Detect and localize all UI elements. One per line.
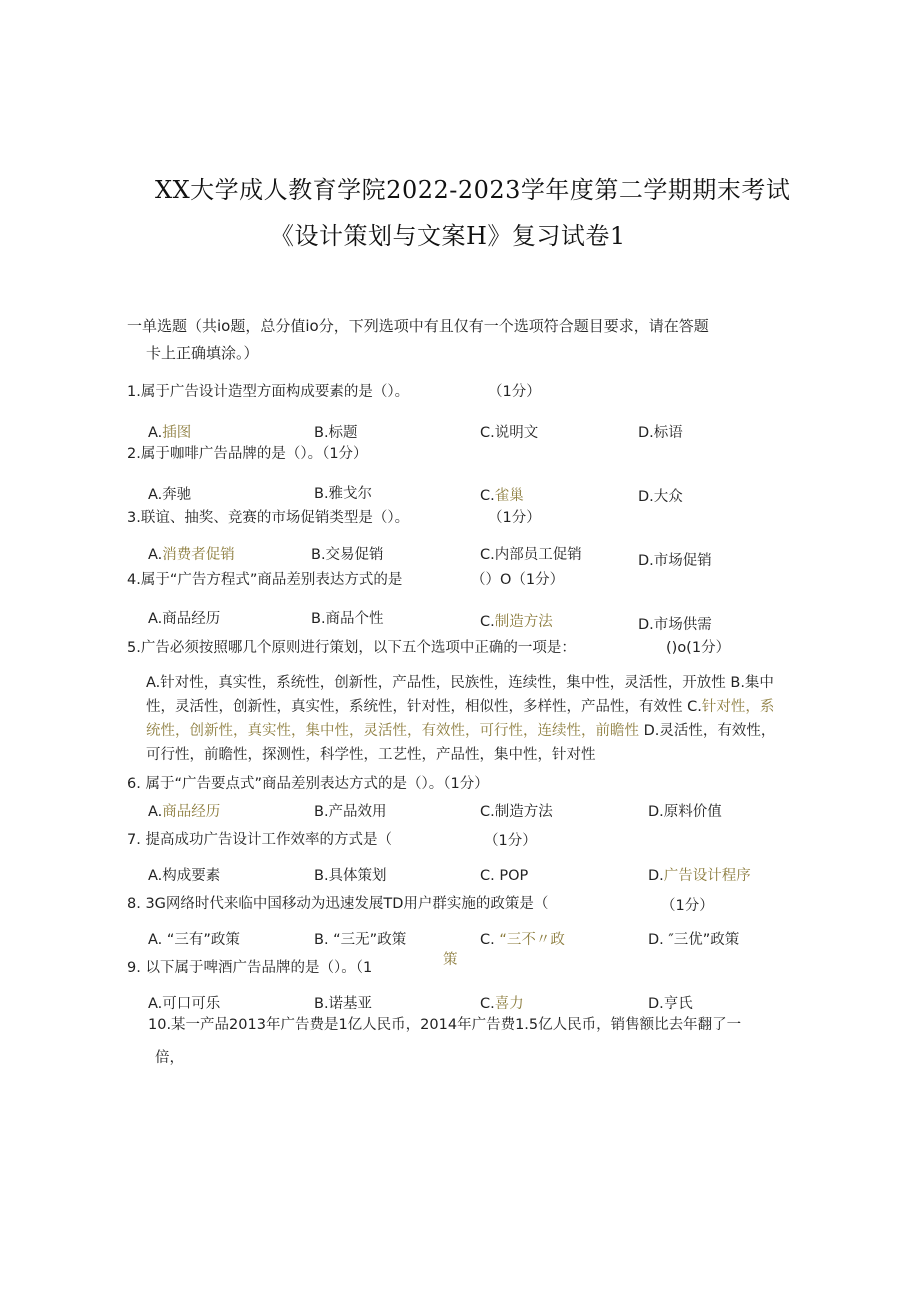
q2-option-b[interactable]: B.雅戈尔 <box>314 486 373 502</box>
q5-options-line2 <box>146 695 814 719</box>
q6-option-a-letter: A. <box>148 804 163 820</box>
q7-option-d[interactable] <box>648 866 751 886</box>
q10-stem-line2: 倍， <box>155 1050 184 1066</box>
q9-option-c[interactable] <box>480 994 524 1014</box>
q5-options-line1: A.针对性，真实性，系统性，创新性，产品性，民族性，连续性，集中性，灵活性，开放性 B.集中 <box>146 675 774 691</box>
q4-option-a[interactable]: A.商品经历 <box>148 611 221 627</box>
q4-stem: 4.属于“广告方程式”商品差别表达方式的是 <box>127 572 403 588</box>
q2-option-c[interactable] <box>480 486 524 506</box>
q7-option-d-letter: D. <box>648 868 664 884</box>
q5-options[interactable] <box>146 671 814 767</box>
q1-option-a[interactable] <box>148 423 191 443</box>
q8-answer: “三不〃政 <box>499 932 565 948</box>
q7-stem: 7. 提高成功广告设计工作效率的方式是（ <box>127 832 392 848</box>
q1-option-d[interactable]: D.标语 <box>638 425 683 441</box>
q9-answer: 喜力 <box>494 996 524 1012</box>
q7-option-c[interactable]: C. POP <box>480 868 529 884</box>
q6-option-a[interactable] <box>148 802 220 822</box>
q3-stem: 3.联谊、抽奖、竞赛的市场促销类型是（）。 <box>127 510 410 526</box>
q6-option-d[interactable]: D.原料价值 <box>648 804 722 820</box>
q2-option-a[interactable]: A.奔驰 <box>148 487 192 503</box>
q1-option-b[interactable]: B.标题 <box>314 425 358 441</box>
q4-option-b[interactable]: B.商品个性 <box>311 611 384 627</box>
q1-answer: 插图 <box>162 425 192 441</box>
q8-option-d[interactable]: D. ″三优”政策 <box>648 932 740 948</box>
q4-option-c[interactable] <box>480 612 553 632</box>
exam-subtitle: 《设计策划与文案H》复习试卷1 <box>270 222 626 250</box>
q8-option-b[interactable]: B. “三无”政策 <box>314 932 407 948</box>
q3-answer: 消费者促销 <box>162 547 235 563</box>
q8-option-a[interactable]: A. “三有”政策 <box>148 932 240 948</box>
q6-answer: 商品经历 <box>162 804 221 820</box>
q8-option-c[interactable] <box>480 930 565 950</box>
q6-option-b[interactable]: B.产品效用 <box>314 804 387 820</box>
q2-stem: 2.属于咖啡广告品牌的是（）。（1分） <box>127 446 368 462</box>
q5-answer-part2: 统性，创新性，真实性，集中性，灵活性，有效性，可行性，连续性，前瞻性 <box>146 723 639 739</box>
q5-line2-text: 性，灵活性，创新性，真实性，系统性，针对性，相似性，多样性，产品性，有效性 C. <box>146 699 702 715</box>
q8-score: （1分） <box>661 898 714 914</box>
q8-answer-tail: 策 <box>443 952 458 968</box>
q3-score: （1分） <box>488 510 541 526</box>
q6-option-c[interactable]: C.制造方法 <box>480 804 553 820</box>
q7-option-b[interactable]: B.具体策划 <box>314 868 387 884</box>
q9-option-c-letter: C. <box>480 996 495 1012</box>
q5-answer-part1: 针对性，系 <box>701 699 775 715</box>
q1-stem: 1.属于广告设计造型方面构成要素的是（）。 <box>127 384 410 400</box>
q5-options-line4: 可行性，前瞻性，探测性，科学性，工艺性，产品性，集中性，针对性 <box>146 747 596 763</box>
q1-score: （1分） <box>488 384 541 400</box>
q2-option-d[interactable]: D.大众 <box>638 489 683 505</box>
q7-answer: 广告设计程序 <box>663 868 751 884</box>
q2-answer: 雀巢 <box>494 488 524 504</box>
q5-score: ()o(1分） <box>666 640 731 656</box>
exam-title: XX大学成人教育学院2022-2023学年度第二学期期末考试 <box>155 176 791 204</box>
q1-option-c[interactable]: C.说明文 <box>480 425 539 441</box>
q5-stem: 5.广告必须按照哪几个原则进行策划，以下五个选项中正确的一项是： <box>127 640 576 656</box>
q5-line3-text: D.灵活性，有效性， <box>639 723 776 739</box>
q8-stem: 8. 3G网络时代来临中国移动为迅速发展TD用户群实施的政策是（ <box>127 896 549 912</box>
q4-option-d[interactable]: D.市场供需 <box>638 617 712 633</box>
q8-option-c-letter: C. <box>480 932 500 948</box>
q7-score: （1分） <box>484 833 537 849</box>
q3-option-a-letter: A. <box>148 547 163 563</box>
q4-score: （）O（1分） <box>471 572 565 588</box>
q3-option-b[interactable]: B.交易促销 <box>311 547 384 563</box>
q3-option-a[interactable] <box>148 545 235 565</box>
q9-option-b[interactable]: B.诺基亚 <box>314 996 373 1012</box>
section-instructions-line2: 卡上正确填涂。） <box>146 344 259 362</box>
q5-options-line3 <box>146 719 814 743</box>
q9-stem: 9. 以下属于啤酒广告品牌的是（）。（1 <box>127 960 373 976</box>
section-instructions-line1: 一单选题（共io题，总分值io分，下列选项中有且仅有一个选项符合题目要求，请在答题 <box>127 317 709 335</box>
q1-option-a-letter: A. <box>148 425 163 441</box>
q4-option-c-letter: C. <box>480 614 495 630</box>
q6-stem: 6. 属于“广告要点式”商品差别表达方式的是（）。（1分） <box>127 776 489 792</box>
q2-option-c-letter: C. <box>480 488 495 504</box>
q3-option-c[interactable]: C.内部员工促销 <box>480 547 582 563</box>
q3-option-d[interactable]: D.市场促销 <box>638 553 712 569</box>
q4-answer: 制造方法 <box>494 614 553 630</box>
q9-option-d[interactable]: D.亨氏 <box>648 996 693 1012</box>
q10-stem-line1: 10.某一产品2013年广告费是1亿人民币，2014年广告费1.5亿人民币，销售额比去年翻了一 <box>148 1017 742 1033</box>
q7-option-a[interactable]: A.构成要素 <box>148 868 221 884</box>
q9-option-a[interactable]: A.可口可乐 <box>148 996 221 1012</box>
